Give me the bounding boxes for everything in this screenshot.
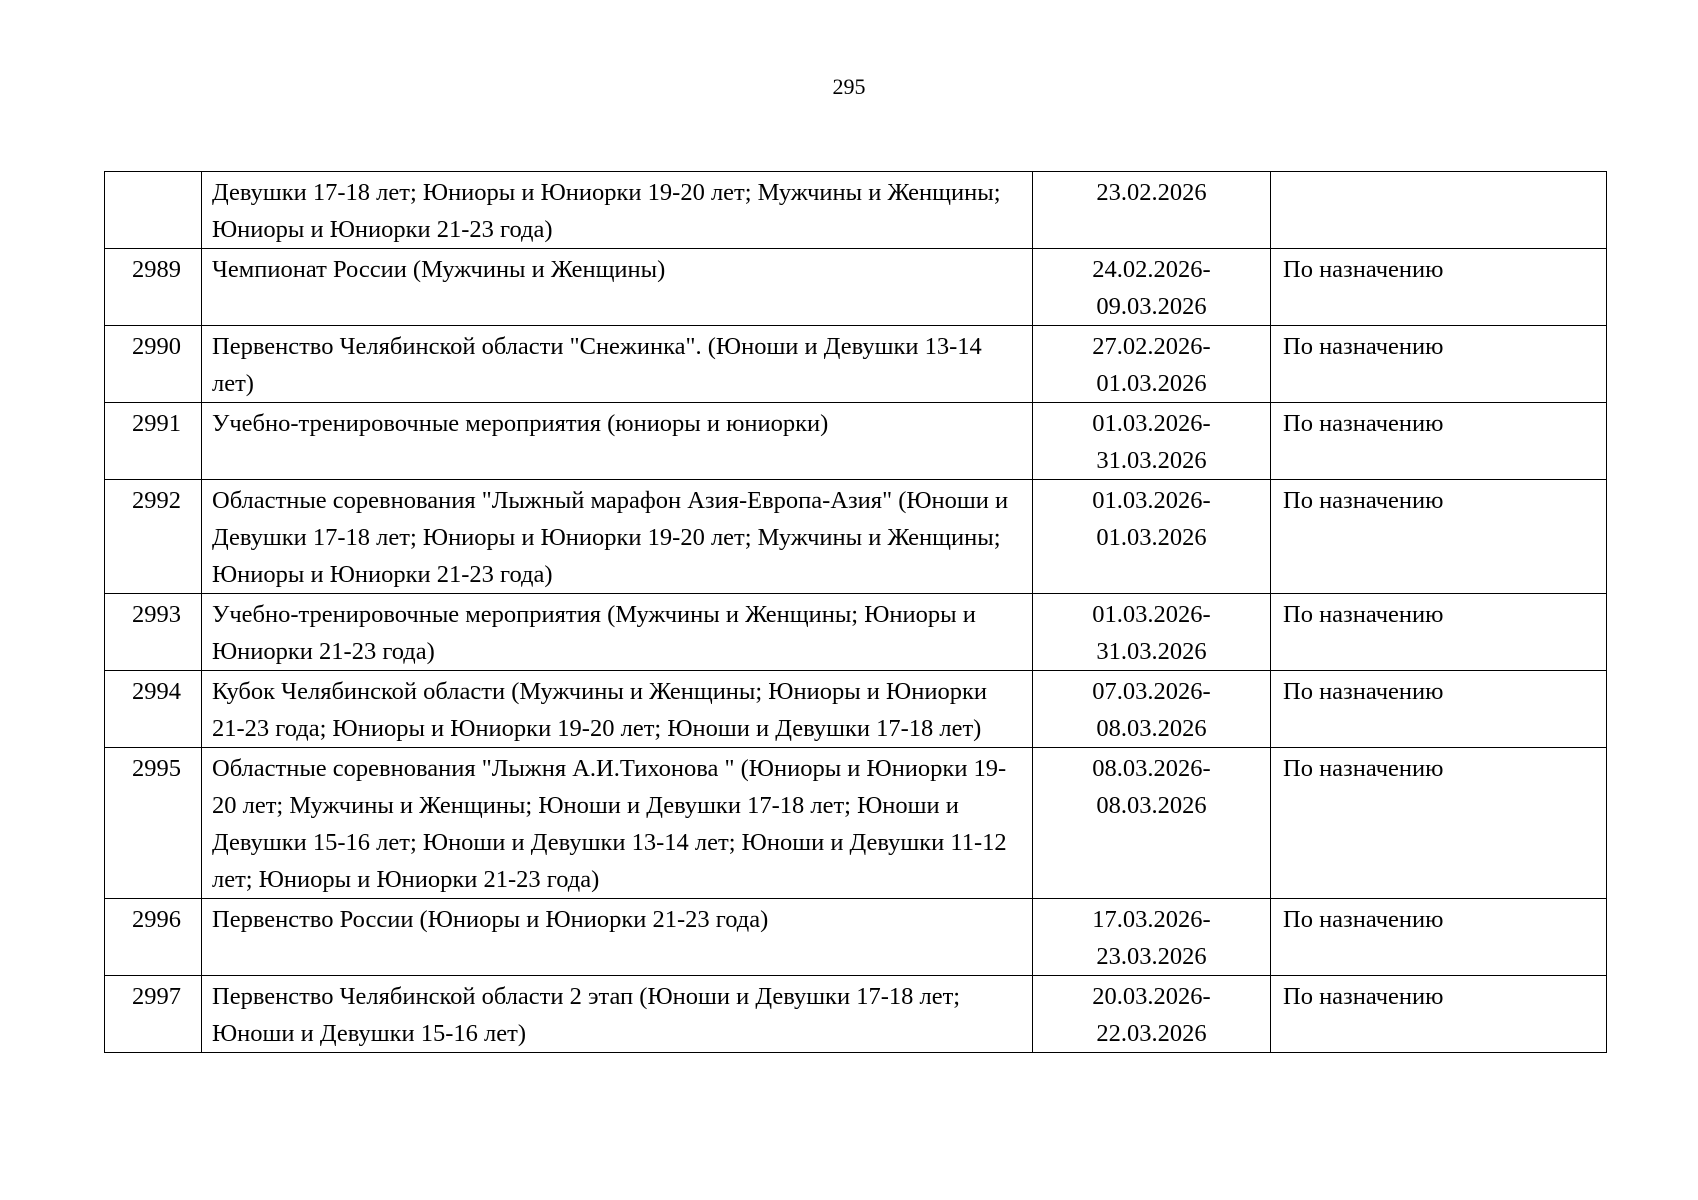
event-dates — [1033, 976, 1271, 1053]
table-row — [105, 403, 1607, 480]
event-dates — [1033, 899, 1271, 976]
event-name: Первенство Челябинской области 2 этап (Юноши и Девушки 17-18 лет; Юноши и Девушки 15-16 лет) — [202, 976, 1033, 1053]
table-row — [105, 326, 1607, 403]
event-dates — [1033, 172, 1271, 249]
event-place: По назначению — [1271, 480, 1607, 594]
event-dates — [1033, 594, 1271, 671]
event-dates — [1033, 326, 1271, 403]
date-start: 01.03.2026- — [1092, 487, 1211, 514]
page-number: 295 — [832, 74, 866, 99]
date-start: 24.02.2026- — [1092, 256, 1211, 283]
date-end: 31.03.2026 — [1096, 638, 1207, 665]
date-start: 23.02.2026 — [1096, 179, 1207, 206]
event-number: 2989 — [105, 249, 202, 326]
date-start: 01.03.2026- — [1092, 410, 1211, 437]
event-number: 2995 — [105, 748, 202, 899]
table-row — [105, 976, 1607, 1053]
table-row — [105, 748, 1607, 899]
event-name: Учебно-тренировочные мероприятия (юниоры и юниорки) — [202, 403, 1033, 480]
event-name: Первенство России (Юниоры и Юниорки 21-23 года) — [202, 899, 1033, 976]
event-place: По назначению — [1271, 748, 1607, 899]
event-name: Учебно-тренировочные мероприятия (Мужчины и Женщины; Юниоры и Юниорки 21-23 года) — [202, 594, 1033, 671]
event-number: 2997 — [105, 976, 202, 1053]
event-number: 2992 — [105, 480, 202, 594]
event-dates — [1033, 671, 1271, 748]
event-place: По назначению — [1271, 976, 1607, 1053]
event-number: 2990 — [105, 326, 202, 403]
event-name: Чемпионат России (Мужчины и Женщины) — [202, 249, 1033, 326]
event-number: 2996 — [105, 899, 202, 976]
date-start: 17.03.2026- — [1092, 906, 1211, 933]
event-number — [105, 172, 202, 249]
event-dates — [1033, 748, 1271, 899]
events-table — [104, 171, 1607, 1053]
date-end: 08.03.2026 — [1096, 792, 1207, 819]
event-dates — [1033, 403, 1271, 480]
event-name: Девушки 17-18 лет; Юниоры и Юниорки 19-20 лет; Мужчины и Женщины; Юниоры и Юниорки 21-23 года) — [202, 172, 1033, 249]
date-start: 27.02.2026- — [1092, 333, 1211, 360]
event-place: По назначению — [1271, 899, 1607, 976]
event-dates — [1033, 480, 1271, 594]
event-number: 2991 — [105, 403, 202, 480]
date-end: 31.03.2026 — [1096, 447, 1207, 474]
date-start: 07.03.2026- — [1092, 678, 1211, 705]
event-name: Областные соревнования "Лыжный марафон Азия-Европа-Азия" (Юноши и Девушки 17-18 лет; Юниоры и Юниорки 19-20 лет; Мужчины и Женщины; Юниоры и Юниорки 21-23 года) — [202, 480, 1033, 594]
event-number: 2994 — [105, 671, 202, 748]
date-start: 08.03.2026- — [1092, 755, 1211, 782]
table-row — [105, 249, 1607, 326]
event-name: Областные соревнования "Лыжня А.И.Тихонова " (Юниоры и Юниорки 19-20 лет; Мужчины и Женщины; Юноши и Девушки 17-18 лет; Юноши и Девушки 15-16 лет; Юноши и Девушки 13-14 лет; Юноши и Девушки 11-12 лет; Юниоры и Юниорки 21-23 года) — [202, 748, 1033, 899]
table-row — [105, 480, 1607, 594]
event-place — [1271, 172, 1607, 249]
table-row — [105, 671, 1607, 748]
event-place: По назначению — [1271, 594, 1607, 671]
table-row — [105, 594, 1607, 671]
date-end: 08.03.2026 — [1096, 715, 1207, 742]
date-end: 01.03.2026 — [1096, 370, 1207, 397]
date-end: 01.03.2026 — [1096, 524, 1207, 551]
event-name: Кубок Челябинской области (Мужчины и Женщины; Юниоры и Юниорки 21-23 года; Юниоры и Юниорки 19-20 лет; Юноши и Девушки 17-18 лет) — [202, 671, 1033, 748]
date-end: 09.03.2026 — [1096, 293, 1207, 320]
event-place: По назначению — [1271, 671, 1607, 748]
event-name: Первенство Челябинской области "Снежинка". (Юноши и Девушки 13-14 лет) — [202, 326, 1033, 403]
event-place: По назначению — [1271, 249, 1607, 326]
table-row — [105, 899, 1607, 976]
event-place: По назначению — [1271, 403, 1607, 480]
event-number: 2993 — [105, 594, 202, 671]
table-row — [105, 172, 1607, 249]
date-start: 20.03.2026- — [1092, 983, 1211, 1010]
date-end: 23.03.2026 — [1096, 943, 1207, 970]
date-end: 22.03.2026 — [1096, 1020, 1207, 1047]
event-dates — [1033, 249, 1271, 326]
date-start: 01.03.2026- — [1092, 601, 1211, 628]
event-place: По назначению — [1271, 326, 1607, 403]
